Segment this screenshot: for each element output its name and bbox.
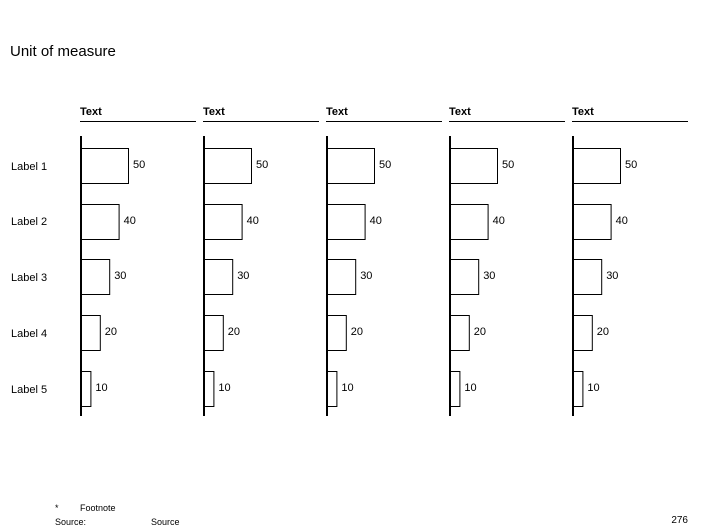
data-label-panel3-row5: 10	[341, 382, 354, 394]
data-label-panel3-row4: 20	[350, 326, 364, 338]
bar-panel2-row1	[205, 149, 252, 184]
bar-panel2-row2	[205, 205, 243, 240]
bar-panel1-row2	[82, 205, 120, 240]
data-label-panel4-row4: 20	[473, 326, 487, 338]
footnote-marker: *	[55, 503, 59, 513]
row-label-1: Label 1	[11, 161, 48, 173]
bar-panel4-row2	[451, 205, 489, 240]
data-label-panel5-row3: 30	[606, 270, 619, 282]
bar-panel4-row3	[451, 260, 479, 295]
footnote-text: Footnote	[80, 503, 116, 513]
unit-of-measure-label: Unit of measure	[10, 43, 116, 60]
row-label-5: Label 5	[11, 384, 48, 396]
bar-panel3-row3	[328, 260, 356, 295]
data-label-panel1-row3: 30	[114, 270, 127, 282]
data-label-panel2-row1: 50	[256, 159, 269, 171]
bar-panel4-row5	[451, 372, 460, 407]
row-label-2: Label 2	[11, 216, 48, 228]
source-text: Source	[151, 517, 180, 527]
data-label-panel4-row1: 50	[502, 159, 515, 171]
bar-panel2-row3	[205, 260, 233, 295]
data-label-panel1-row4: 20	[104, 326, 118, 338]
panel-header-5: Text	[572, 106, 688, 122]
bar-panel2-row5	[205, 372, 214, 407]
row-label-3: Label 3	[11, 272, 48, 284]
bar-panel1-row3	[82, 260, 110, 295]
data-label-panel1-row2: 40	[123, 215, 136, 227]
bar-panel5-row4	[574, 316, 593, 351]
panel-header-4: Text	[449, 106, 565, 122]
data-label-panel1-row1: 50	[133, 159, 146, 171]
data-label-panel3-row2: 40	[369, 215, 382, 227]
bar-panel5-row3	[574, 260, 602, 295]
bar-panel3-row4	[328, 316, 347, 351]
panel-header-3: Text	[326, 106, 442, 122]
page-number: 276	[671, 515, 688, 526]
panel-header-1: Text	[80, 106, 196, 122]
bar-panel1-row5	[82, 372, 91, 407]
bar-panel3-row1	[328, 149, 375, 184]
bar-panel5-row5	[574, 372, 583, 407]
source-label: Source:	[55, 517, 87, 527]
data-label-panel2-row3: 30	[237, 270, 250, 282]
bar-panel1-row1	[82, 149, 129, 184]
data-label-panel3-row1: 50	[379, 159, 392, 171]
row-label-4: Label 4	[11, 328, 48, 340]
bar-panel3-row2	[328, 205, 366, 240]
data-label-panel5-row2: 40	[615, 215, 628, 227]
data-label-panel5-row1: 50	[625, 159, 638, 171]
bar-panel2-row4	[205, 316, 224, 351]
bar-panel1-row4	[82, 316, 101, 351]
data-label-panel3-row3: 30	[360, 270, 373, 282]
data-label-panel2-row2: 40	[246, 215, 259, 227]
bar-panel5-row2	[574, 205, 612, 240]
data-label-panel1-row5: 10	[95, 382, 108, 394]
data-label-panel2-row5: 10	[218, 382, 231, 394]
data-label-panel4-row5: 10	[464, 382, 477, 394]
data-label-panel4-row3: 30	[483, 270, 496, 282]
bar-panel4-row4	[451, 316, 470, 351]
bar-panel4-row1	[451, 149, 498, 184]
bar-panel5-row1	[574, 149, 621, 184]
data-label-panel2-row4: 20	[227, 326, 241, 338]
data-label-panel5-row4: 20	[596, 326, 610, 338]
bar-panel3-row5	[328, 372, 337, 407]
data-label-panel4-row2: 40	[492, 215, 505, 227]
data-label-panel5-row5: 10	[587, 382, 600, 394]
panel-header-2: Text	[203, 106, 319, 122]
